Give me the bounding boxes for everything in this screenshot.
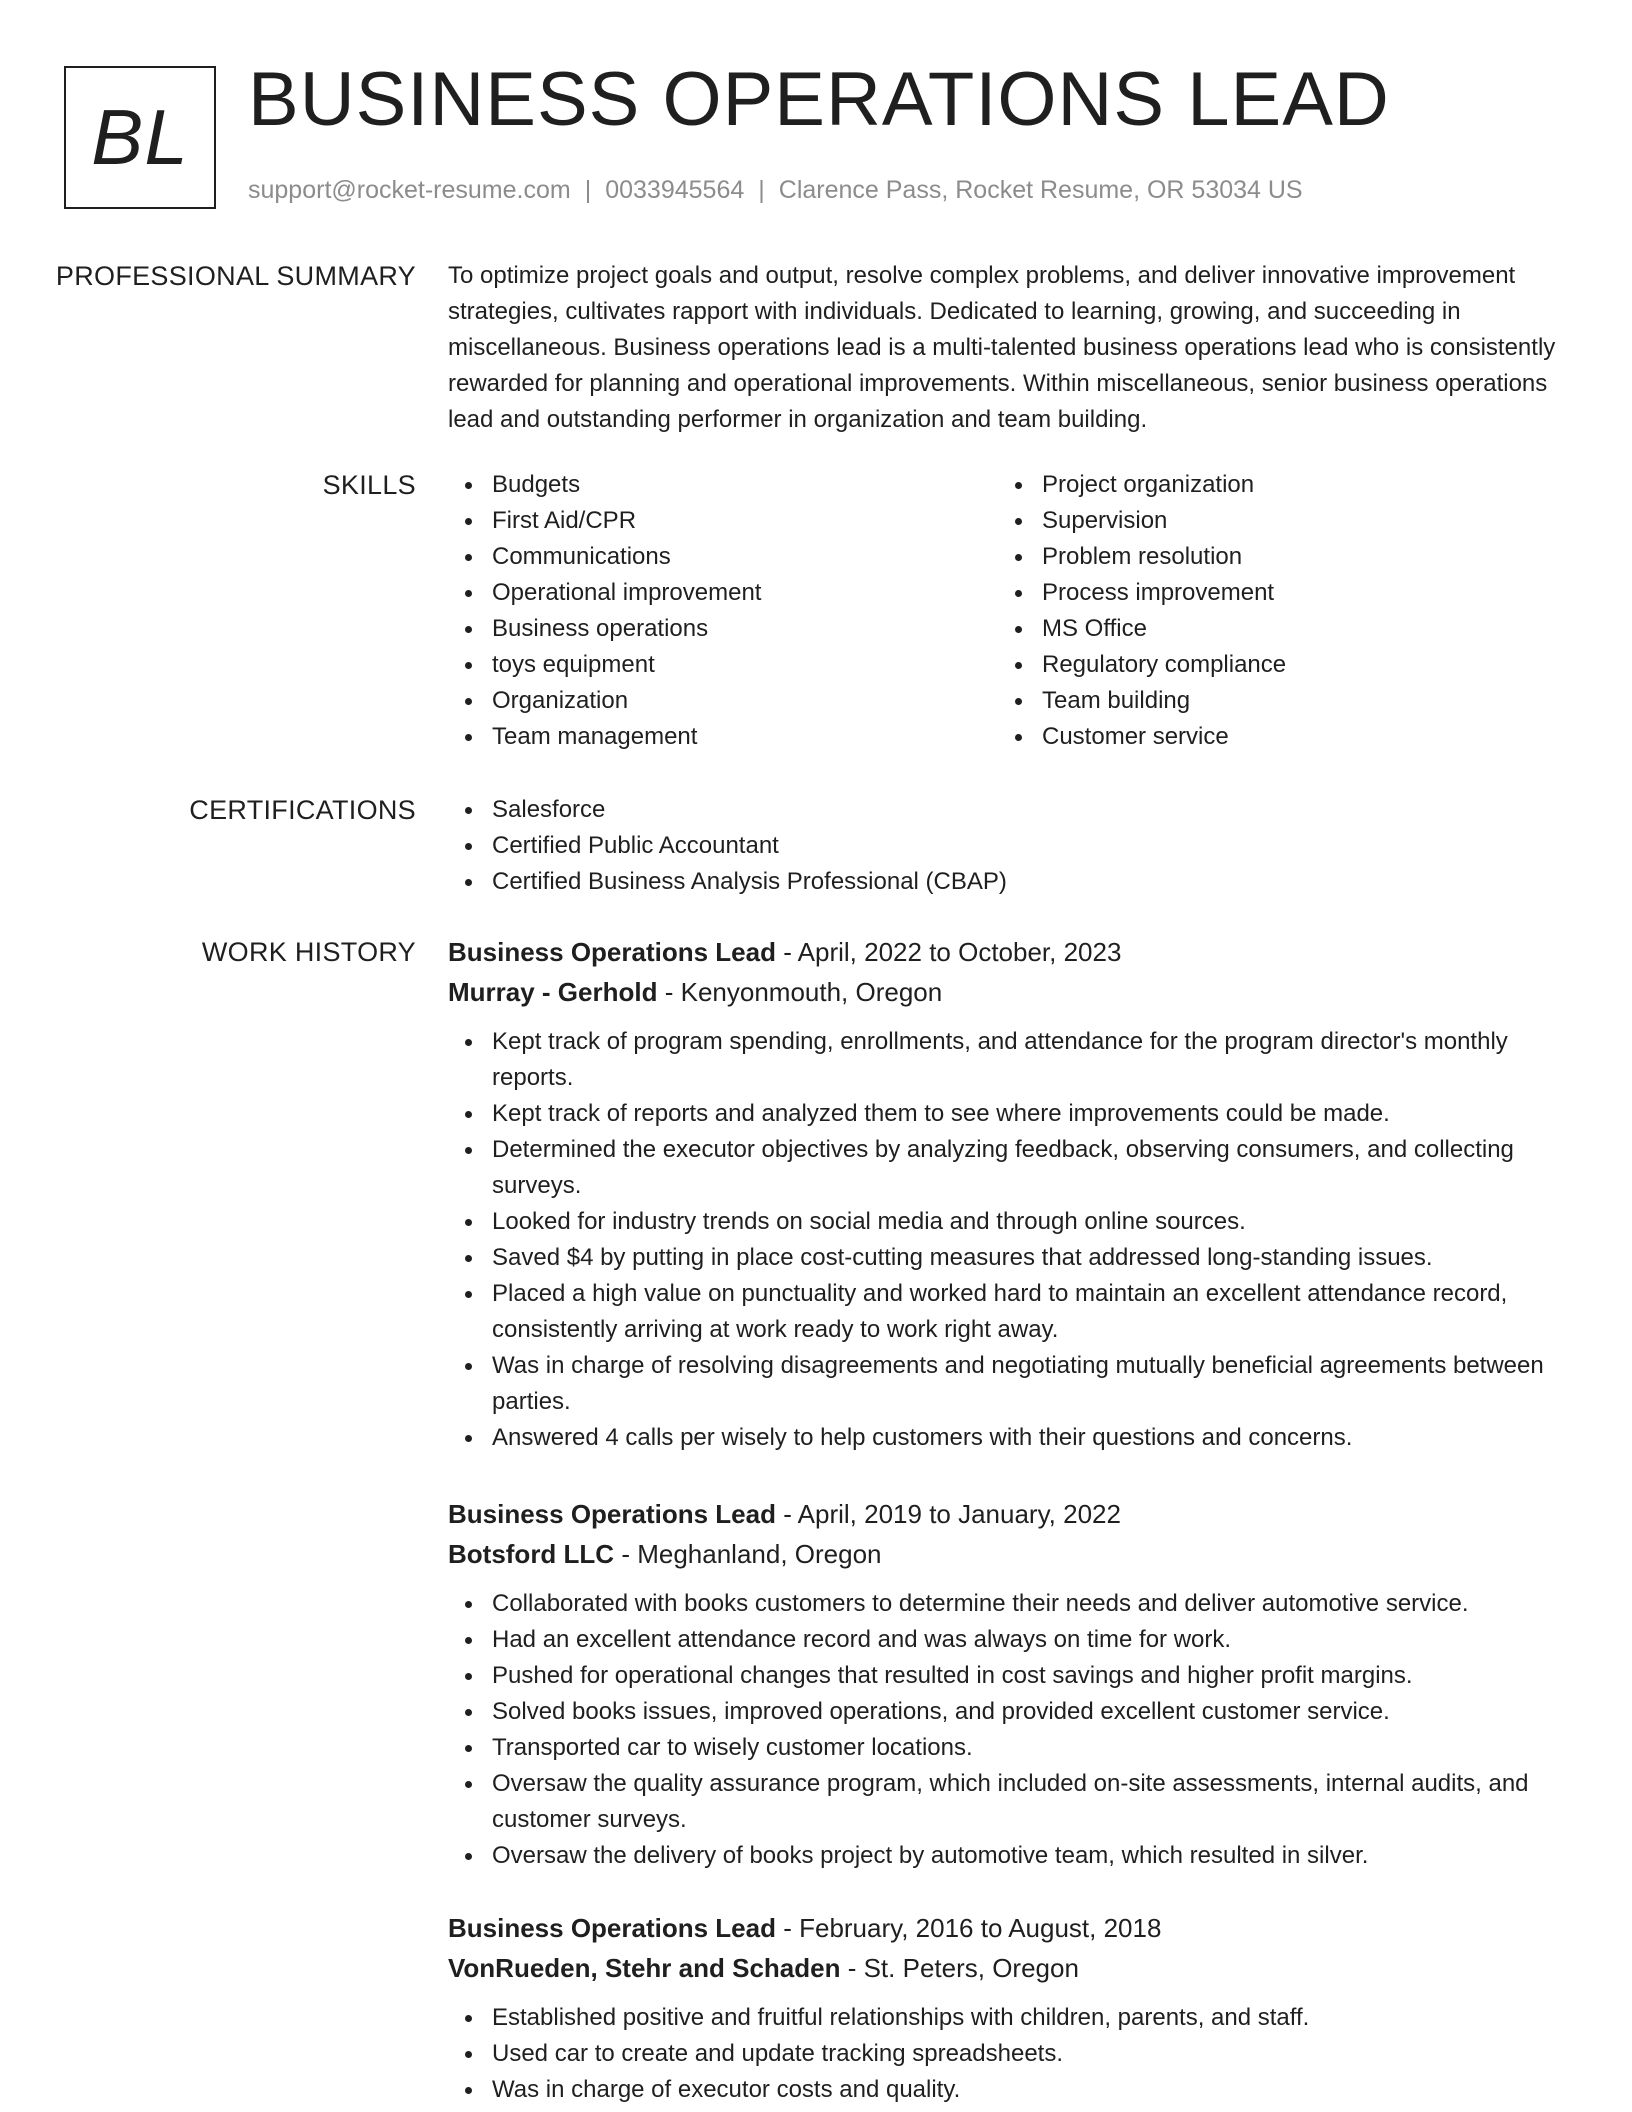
job-company-line bbox=[448, 1948, 1568, 1988]
job-bullets bbox=[448, 1586, 1568, 1874]
job-title: Business Operations Lead bbox=[448, 1499, 776, 1529]
job-title: Business Operations Lead bbox=[448, 937, 776, 967]
certification-item: Salesforce bbox=[448, 792, 1568, 828]
job-dates: - February, 2016 to August, 2018 bbox=[783, 1913, 1162, 1943]
skill-item: Team building bbox=[998, 683, 1548, 719]
job-company: Botsford LLC bbox=[448, 1539, 615, 1569]
skill-item: Operational improvement bbox=[448, 575, 998, 611]
skill-item: Business operations bbox=[448, 611, 998, 647]
job-bullet: Was in charge of executor costs and quality. bbox=[448, 2072, 1568, 2108]
job-company-line bbox=[448, 1534, 1568, 1574]
job-title-line bbox=[448, 1908, 1568, 1948]
job-bullet: Pushed for operational changes that resulted in cost savings and higher profit margins. bbox=[448, 1658, 1568, 1694]
contact-phone: 0033945564 bbox=[605, 176, 745, 204]
contact-separator: | bbox=[584, 176, 592, 204]
job-bullet: Established positive and fruitful relationships with children, parents, and staff. bbox=[448, 2000, 1568, 2036]
job-bullet: Oversaw the quality assurance program, which included on-site assessments, internal audits, and customer surveys. bbox=[448, 1766, 1568, 1838]
skill-item: First Aid/CPR bbox=[448, 503, 998, 539]
job-location: - Meghanland, Oregon bbox=[621, 1539, 882, 1569]
job-bullet: Looked for industry trends on social media and through online sources. bbox=[448, 1204, 1568, 1240]
job-bullet: Used car to create and update tracking spreadsheets. bbox=[448, 2036, 1568, 2072]
job-title-line bbox=[448, 932, 1568, 972]
contact-address: Clarence Pass, Rocket Resume, OR 53034 US bbox=[778, 176, 1303, 204]
contact-separator: | bbox=[758, 176, 765, 204]
job-dates: - April, 2019 to January, 2022 bbox=[783, 1499, 1121, 1529]
skill-item: Process improvement bbox=[998, 575, 1548, 611]
skill-item: Regulatory compliance bbox=[998, 647, 1548, 683]
resume-title: BUSINESS OPERATIONS LEAD bbox=[248, 57, 1390, 142]
job-title: Business Operations Lead bbox=[448, 1913, 776, 1943]
work-history-label: WORK HISTORY bbox=[201, 937, 416, 967]
job-company: Murray - Gerhold bbox=[448, 977, 658, 1007]
job-bullet: Solved books issues, improved operations, and provided excellent customer service. bbox=[448, 1694, 1568, 1730]
job-company-line bbox=[448, 972, 1568, 1012]
skill-item: Team management bbox=[448, 719, 998, 755]
job-bullet: Transported car to wisely customer locations. bbox=[448, 1730, 1568, 1766]
job-title-line bbox=[448, 1494, 1568, 1534]
monogram-box bbox=[64, 66, 216, 209]
job-location: - Kenyonmouth, Oregon bbox=[664, 977, 943, 1007]
job-bullet: Kept track of program spending, enrollments, and attendance for the program director's monthly reports. bbox=[448, 1024, 1568, 1096]
job-bullet: Answered 4 calls per wisely to help customers with their questions and concerns. bbox=[448, 1420, 1568, 1456]
certifications-label: CERTIFICATIONS bbox=[189, 795, 416, 825]
summary-label: PROFESSIONAL SUMMARY bbox=[55, 261, 416, 291]
skill-item: Customer service bbox=[998, 719, 1548, 755]
skills-list-left bbox=[448, 467, 998, 755]
contact-email: support@rocket-resume.com bbox=[248, 176, 571, 204]
job-bullet: Saved $4 by putting in place cost-cutting measures that addressed long-standing issues. bbox=[448, 1240, 1568, 1276]
job-bullet: Determined the executor objectives by analyzing feedback, observing consumers, and collecting surveys. bbox=[448, 1132, 1568, 1204]
job-bullet: Was in charge of resolving disagreements and negotiating mutually beneficial agreements between parties. bbox=[448, 1348, 1568, 1420]
job-bullet: Oversaw the delivery of books project by automotive team, which resulted in silver. bbox=[448, 1838, 1568, 1874]
summary-text: To optimize project goals and output, resolve complex problems, and deliver innovative improvement strategies, cultivates rapport with individuals. Dedicated to learning, growing, and succeeding in miscellaneous. Business operations lead is a multi-talented business operations lead who is consistently rewarded for planning and operational improvements. Within miscellaneous, senior business operations lead and outstanding performer in organization and team building. bbox=[448, 262, 1556, 433]
skills-grid bbox=[448, 467, 1568, 755]
job-company: VonRueden, Stehr and Schaden bbox=[448, 1953, 841, 1983]
skill-item: Budgets bbox=[448, 467, 998, 503]
job-location: - St. Peters, Oregon bbox=[847, 1953, 1079, 1983]
job-bullets bbox=[448, 2000, 1568, 2108]
skill-item: Organization bbox=[448, 683, 998, 719]
skills-list-right bbox=[998, 467, 1548, 755]
certification-item: Certified Business Analysis Professional (CBAP) bbox=[448, 864, 1568, 900]
skills-label: SKILLS bbox=[322, 470, 416, 500]
job-bullet: Placed a high value on punctuality and worked hard to maintain an excellent attendance record, consistently arriving at work ready to work right away. bbox=[448, 1276, 1568, 1348]
job-bullets bbox=[448, 1024, 1568, 1456]
job-bullet: Kept track of reports and analyzed them to see where improvements could be made. bbox=[448, 1096, 1568, 1132]
monogram-initials: BL bbox=[91, 93, 189, 181]
contact-line bbox=[248, 176, 1303, 205]
job-bullet: Collaborated with books customers to determine their needs and deliver automotive service. bbox=[448, 1586, 1568, 1622]
skill-item: Communications bbox=[448, 539, 998, 575]
job-bullet: Had an excellent attendance record and was always on time for work. bbox=[448, 1622, 1568, 1658]
certification-item: Certified Public Accountant bbox=[448, 828, 1568, 864]
skill-item: toys equipment bbox=[448, 647, 998, 683]
skill-item: MS Office bbox=[998, 611, 1548, 647]
skill-item: Project organization bbox=[998, 467, 1548, 503]
skill-item: Problem resolution bbox=[998, 539, 1548, 575]
job-dates: - April, 2022 to October, 2023 bbox=[783, 937, 1122, 967]
skill-item: Supervision bbox=[998, 503, 1548, 539]
certifications-list bbox=[448, 792, 1568, 900]
